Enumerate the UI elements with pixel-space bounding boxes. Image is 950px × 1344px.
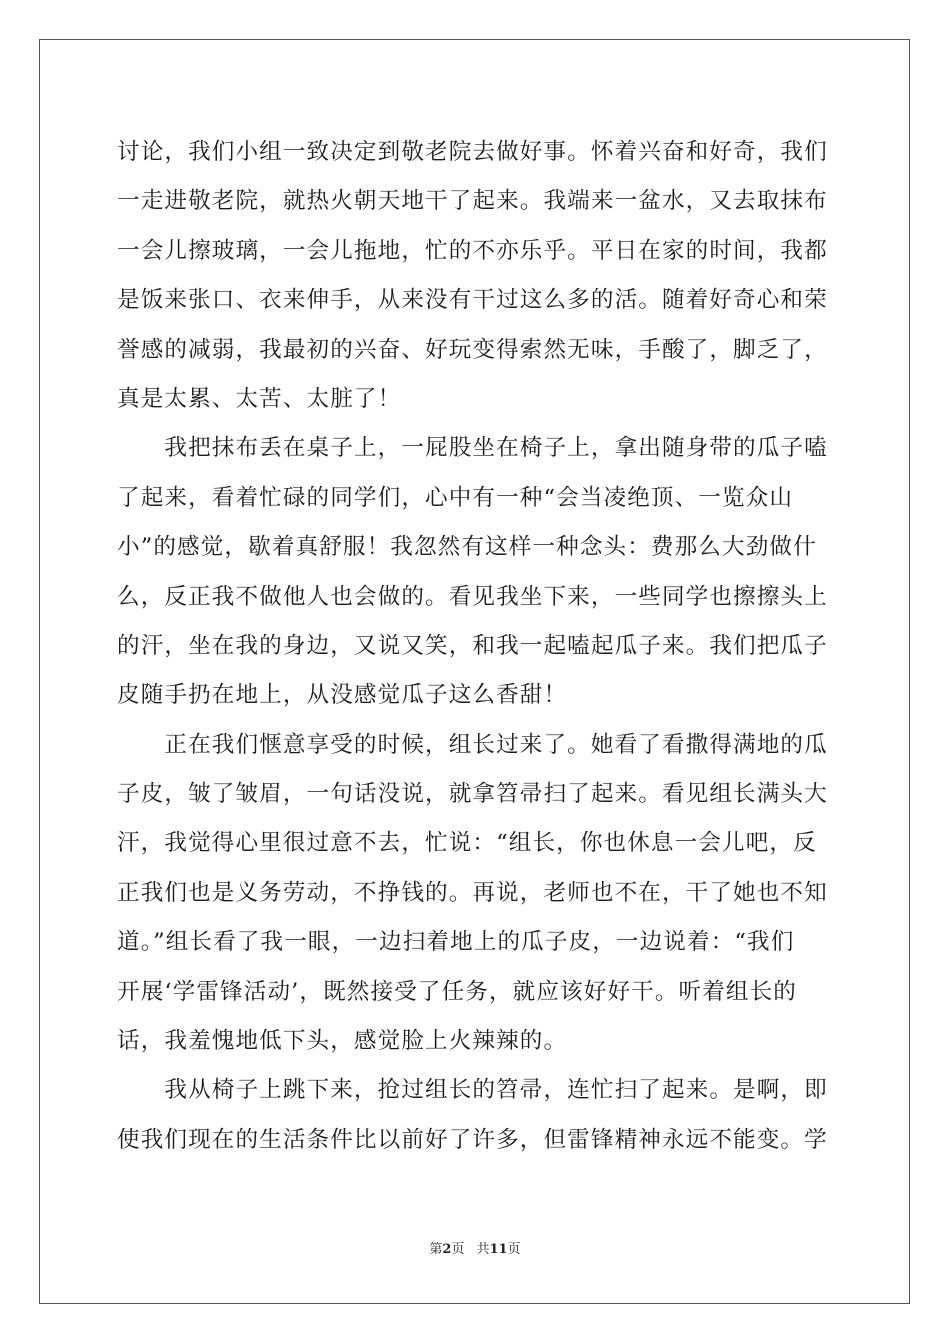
page-total-suffix: 页 <box>507 1242 521 1257</box>
page-number-suffix: 页 <box>451 1242 465 1257</box>
page-total-prefix: 共 <box>476 1242 490 1257</box>
page-number-current: 2 <box>442 1242 452 1257</box>
text-line: 誉感的减弱，我最初的兴奋、好玩变得索然无味，手酸了，脚乏了， <box>117 336 828 363</box>
text-line: 正我们也是义务劳动，不挣钱的。再说，老师也不在，干了她也不知 <box>117 879 828 906</box>
text-line: 讨论，我们小组一致决定到敬老院去做好事。怀着兴奋和好奇，我们 <box>117 139 828 165</box>
text-line: 子皮，皱了皱眉，一句话没说，就拿笤帚扫了起来。看见组长满头大 <box>117 781 828 808</box>
document-body <box>117 128 833 1165</box>
text-line: 我从椅子上跳下来，抢过组长的笤帚，连忙扫了起来。是啊，即 <box>117 1077 828 1104</box>
text-line: 一会儿擦玻璃，一会儿拖地，忙的不亦乐乎。平日在家的时间，我都 <box>117 237 828 264</box>
page-total-count: 11 <box>489 1242 508 1257</box>
page-footer <box>0 1241 950 1259</box>
page-number-prefix: 第 <box>429 1242 443 1257</box>
text-line: 开展‘学雷锋活动’，既然接受了任务，就应该好好干。听着组长的 <box>117 978 797 1005</box>
text-line: 么，反正我不做他人也会做的。看见我坐下来，一些同学也擦擦头上 <box>117 583 828 610</box>
text-line: 真是太累、太苦、太脏了！ <box>117 385 402 412</box>
text-line: 一走进敬老院，就热火朝天地干了起来。我端来一盆水，又去取抹布 <box>117 188 828 215</box>
text-line: 我把抹布丢在桌子上，一屁股坐在椅子上，拿出随身带的瓜子嗑 <box>117 435 828 462</box>
text-line: 话，我羞愧地低下头，感觉脸上火辣辣的。 <box>117 1028 568 1055</box>
text-line: 皮随手扔在地上，从没感觉瓜子这么香甜！ <box>117 682 568 709</box>
text-line: 的汗，坐在我的身边，又说又笑，和我一起嗑起瓜子来。我们把瓜子 <box>117 632 828 659</box>
text-line: 了起来，看着忙碌的同学们，心中有一种“会当凌绝顶、一览众山 <box>117 484 794 511</box>
text-line: 汗，我觉得心里很过意不去，忙说：“组长，你也休息一会儿吧，反 <box>117 830 817 857</box>
text-line: 道。”组长看了我一眼，一边扫着地上的瓜子皮，一边说着：“我们 <box>117 929 795 956</box>
text-line: 小”的感觉，歇着真舒服！我忽然有这样一种念头：费那么大劲做什 <box>117 534 817 561</box>
text-line: 是饭来张口、衣来伸手，从来没有干过这么多的活。随着好奇心和荣 <box>117 287 828 314</box>
text-line: 正在我们惬意享受的时候，组长过来了。她看了看撒得满地的瓜 <box>117 731 828 758</box>
text-line: 使我们现在的生活条件比以前好了许多，但雷锋精神永远不能变。学 <box>117 1126 828 1153</box>
